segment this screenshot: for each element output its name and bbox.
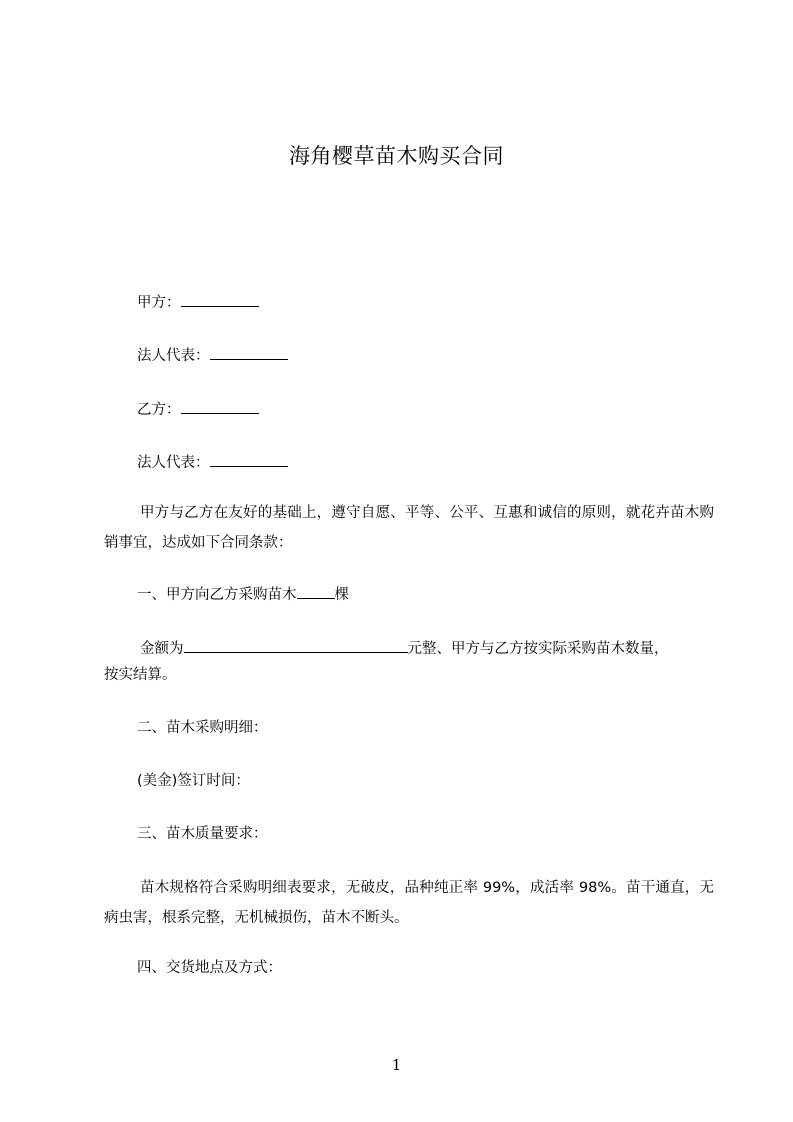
intro-paragraph: 甲方与乙方在友好的基础上，遵守自愿、平等、公平、互惠和诚信的原则，就花卉苗木购销事宜，达成如下合同条款：: [104, 505, 714, 551]
clause1-quantity-blank: [297, 583, 335, 599]
party-b-line: [137, 398, 259, 420]
clause2-heading: 二、苗木采购明细：: [137, 720, 268, 736]
clause3-heading: 三、苗木质量要求：: [137, 826, 268, 842]
amount-line-2: 按实结算。: [104, 667, 177, 683]
party-b-label: 乙方：: [137, 402, 181, 418]
page-number: 1: [391, 1056, 402, 1074]
party-b-blank: [181, 398, 259, 414]
clause1-suffix: 棵: [334, 587, 349, 603]
party-b-rep-label: 法人代表：: [137, 455, 210, 471]
signing-time-label: (美金)签订时间：: [137, 773, 250, 789]
document-title: 海角樱草苗木购买合同: [289, 144, 504, 168]
amount-prefix: 金额为: [140, 641, 184, 657]
party-a-line: [137, 291, 259, 313]
party-a-rep-line: [137, 344, 288, 366]
clause1-line: [137, 583, 349, 605]
party-a-rep-label: 法人代表：: [137, 348, 210, 364]
clause1-prefix: 一、甲方向乙方采购苗木: [137, 587, 297, 603]
party-b-rep-line: [137, 451, 288, 473]
amount-line: [140, 637, 669, 659]
party-a-label: 甲方：: [137, 295, 181, 311]
amount-suffix: 元整、甲方与乙方按实际采购苗木数量，: [407, 641, 669, 657]
amount-blank: [184, 637, 408, 653]
party-b-rep-blank: [210, 451, 288, 467]
party-a-blank: [181, 291, 259, 307]
quality-paragraph: 苗木规格符合采购明细表要求，无破皮，品种纯正率 99%，成活率 98%。苗干通直，无病虫害，根系完整，无机械损伤，苗木不断头。: [104, 880, 714, 926]
clause4-heading: 四、交货地点及方式：: [137, 960, 282, 976]
party-a-rep-blank: [210, 344, 288, 360]
